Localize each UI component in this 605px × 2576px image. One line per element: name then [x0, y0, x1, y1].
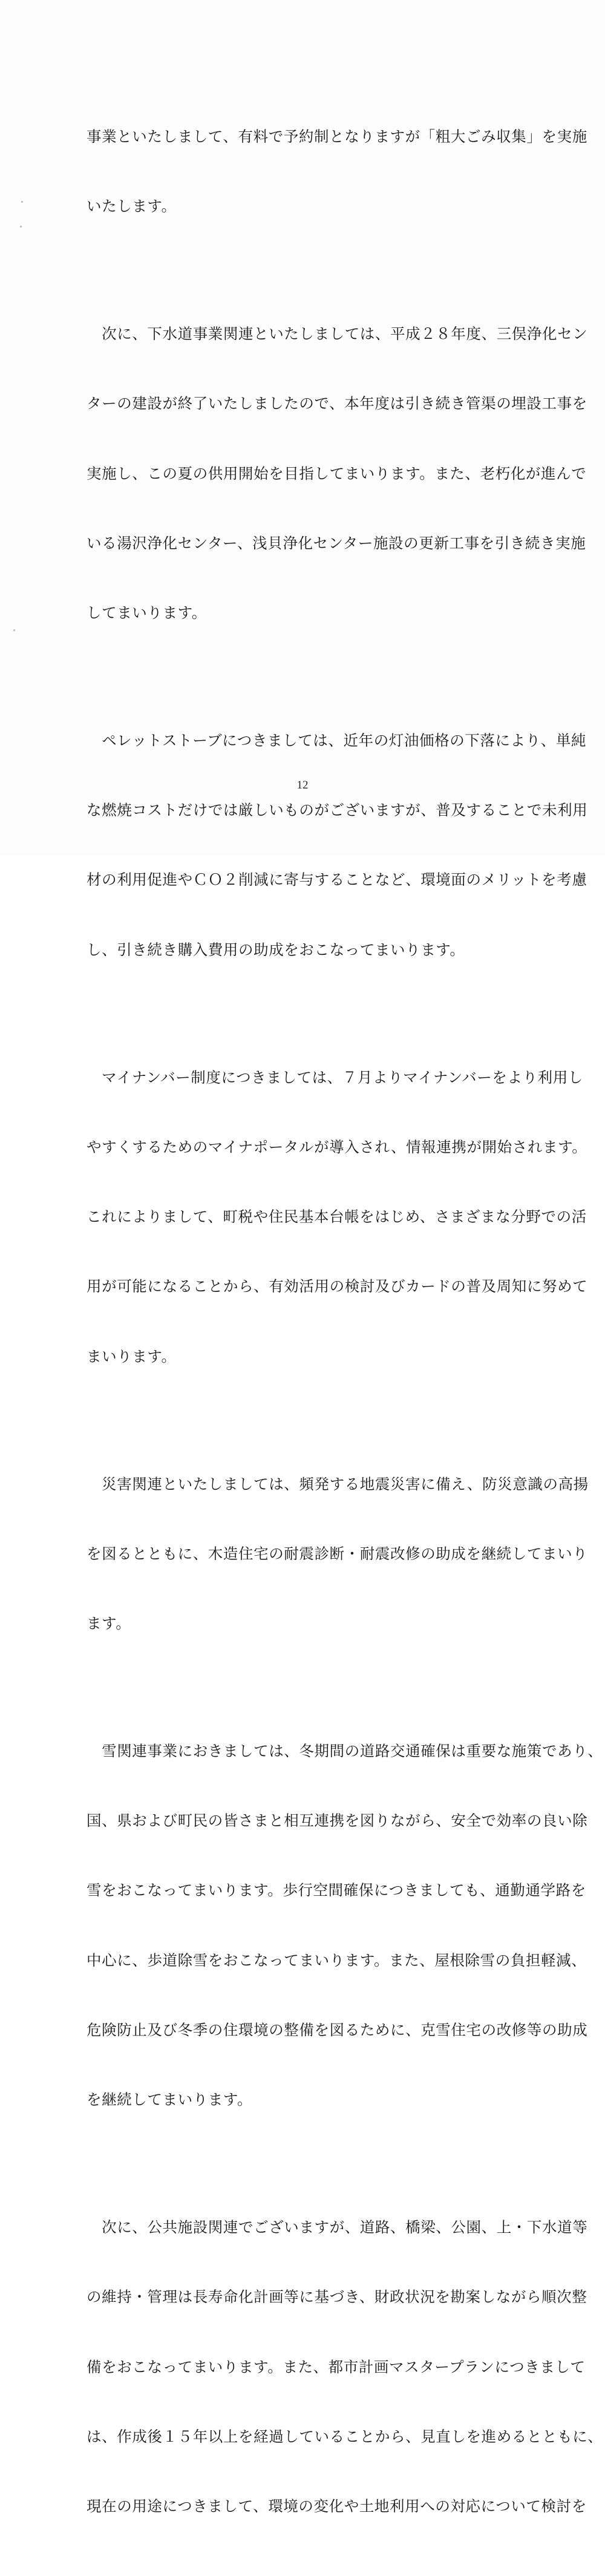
text-line: 中心に、歩道除雪をおこなってまいります。また、屋根除雪の負担軽減、: [87, 1951, 587, 1969]
paragraph: [87, 1020, 588, 1415]
text-line: の維持・管理は長寿命化計画等に基づき、財政状況を勘案しながら順次整: [87, 2288, 587, 2306]
text-line: ます。: [87, 1614, 131, 1632]
paragraph: [87, 1426, 589, 1682]
text-line: やすくするためのマイナポータルが導入され、情報連携が開始されます。: [87, 1138, 587, 1156]
text-line: してまいります。: [87, 603, 207, 621]
text-line: 災害関連といたしましては、頻発する地震災害に備え、防災意識の高揚: [87, 1475, 589, 1493]
text-line: いたします。: [87, 197, 177, 215]
text-line: は、作成後１５年以上を経過していることから、見直しを進めるとともに、: [87, 2427, 603, 2445]
paragraph: [87, 683, 588, 1008]
text-line: な燃焼コストだけでは厳しいものがございますが、普及することで未利用: [87, 801, 588, 819]
text-line: 現在の用途につきまして、環境の変化や土地利用への対応について検討を: [87, 2497, 587, 2515]
text-line: 実施し、この夏の供用開始を目指してまいります。また、老朽化が進んで: [87, 464, 587, 482]
paragraph: [87, 1693, 603, 2158]
text-line: 材の利用促進やＣＯ２削減に寄与することなど、環境面のメリットを考慮: [87, 871, 587, 889]
text-line: いる湯沢浄化センター、浅貝浄化センター施設の更新工事を引き続き実施: [87, 534, 586, 552]
body-text: [87, 79, 603, 2576]
text-line: 雪関連事業におきましては、冬期間の道路交通確保は重要な施策であり、: [87, 1742, 603, 1760]
scan-speck: [20, 226, 22, 228]
text-line: を図るとともに、木造住宅の耐震診断・耐震改修の助成を継続してまいり: [87, 1544, 588, 1562]
page-number: 12: [296, 779, 309, 791]
text-line: 次に、公共施設関連でございますが、道路、橋梁、公園、上・下水道等: [87, 2218, 588, 2237]
text-line: 次に、下水道事業関連といたしましては、平成２８年度、三俣浄化セン: [87, 325, 588, 343]
text-line: マイナンバー制度につきましては、７月よりマイナンバーをより利用し: [87, 1068, 583, 1086]
text-line: 用が可能になることから、有効活用の検討及びカードの普及周知に努めて: [87, 1277, 588, 1296]
text-line: し、引き続き購入費用の助成をおこなってまいります。: [87, 940, 465, 959]
scan-speck: [13, 629, 15, 631]
scan-speck: [21, 201, 23, 203]
paragraph: [87, 276, 588, 671]
text-line: を継続してまいります。: [87, 2091, 253, 2109]
text-line: ターの建設が終了いたしましたので、本年度は引き続き管渠の埋設工事を: [87, 395, 587, 413]
text-line: 事業といたしまして、有料で予約制となりますが「粗大ごみ収集」を実施: [87, 127, 587, 145]
text-line: 国、県および町民の皆さまと相互連携を図りながら、安全で効率の良い除: [87, 1812, 588, 1830]
text-line: 備をおこなってまいります。また、都市計画マスタープランにつきまして: [87, 2358, 586, 2376]
paragraph: [87, 79, 587, 264]
text-line: ペレットストーブにつきましては、近年の灯油価格の下落により、単純: [87, 731, 587, 749]
text-line: 雪をおこなってまいります。歩行空間確保につきましても、通勤通学路を: [87, 1881, 586, 1899]
paragraph: [87, 2169, 603, 2565]
text-line: 危険防止及び冬季の住環境の整備を図るために、克雪住宅の改修等の助成: [87, 2020, 588, 2039]
text-line: まいります。: [87, 1347, 177, 1365]
text-line: これによりまして、町税や住民基本台帳をはじめ、さまざまな分野での活: [87, 1208, 587, 1226]
